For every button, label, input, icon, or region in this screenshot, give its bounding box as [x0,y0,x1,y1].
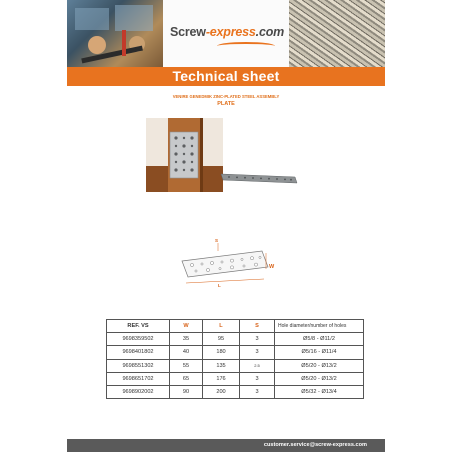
cell-l: 135 [203,359,240,372]
plate-product-photo [219,168,299,188]
drawing-label-w: W [269,264,275,270]
column-header-l: L [203,320,240,333]
logo-swoosh [217,42,275,50]
cell-w: 40 [170,346,203,359]
table-header-row [107,320,364,333]
banner-title: Technical sheet [172,68,280,84]
tools-photo-art [67,0,163,67]
cell-l: 176 [203,372,240,385]
cell-ref: 9698651702 [107,372,170,385]
cell-s: 3 [240,372,275,385]
drawing-label-l: L [218,283,221,288]
cell-holes: Ø5/8 - Ø11/2 [275,333,364,346]
table-row [107,333,364,346]
product-name: PLATE [217,101,235,107]
column-header-holes: Hole diameter/number of holes [275,320,364,333]
cell-ref: 9698401802 [107,346,170,359]
cell-l: 95 [203,333,240,346]
title-banner [67,67,385,86]
cell-holes: Ø5/20 - Ø13/2 [275,359,364,372]
cell-ref: 9698359502 [107,333,170,346]
column-header-w: W [170,320,203,333]
product-subtitle: VENIRE GENEDMIK ZINC-PLATED STEEL ASSEMBLY [172,94,280,99]
table-row [107,385,364,398]
cell-w: 90 [170,385,203,398]
cell-ref: 9698551302 [107,359,170,372]
cell-s: 3 [240,385,275,398]
cell-w: 35 [170,333,203,346]
cell-l: 180 [203,346,240,359]
cell-w: 65 [170,372,203,385]
screws-photo [289,0,385,67]
technical-sheet-page [67,0,385,452]
cell-s: 3 [240,346,275,359]
cell-l: 200 [203,385,240,398]
brand-logo [170,25,284,39]
cell-holes: Ø5/16 - Ø11/4 [275,346,364,359]
cell-ref: 9698902002 [107,385,170,398]
table-row [107,372,364,385]
drawing-label-s: S [215,238,219,243]
tools-photo [67,0,163,67]
cell-s: 3 [240,333,275,346]
installed-plate-photo [146,118,223,192]
cell-holes: Ø5/32 - Ø13/4 [275,385,364,398]
cell-s: 2.5 [240,359,275,372]
specifications-table [106,319,364,399]
logo-word-2: -express [205,25,256,39]
header [67,0,385,67]
cell-holes: Ø5/20 - Ø13/2 [275,372,364,385]
footer [67,439,385,452]
logo-word-1: Screw [170,25,206,39]
column-header-ref: REF. VS [107,320,170,333]
plate-technical-drawing [178,237,274,291]
table-row [107,346,364,359]
table-row [107,359,364,372]
cell-w: 55 [170,359,203,372]
customer-service-email[interactable]: customer.service@screw-express.com [263,442,367,448]
logo-word-3: .com [255,25,285,39]
column-header-s: S [240,320,275,333]
